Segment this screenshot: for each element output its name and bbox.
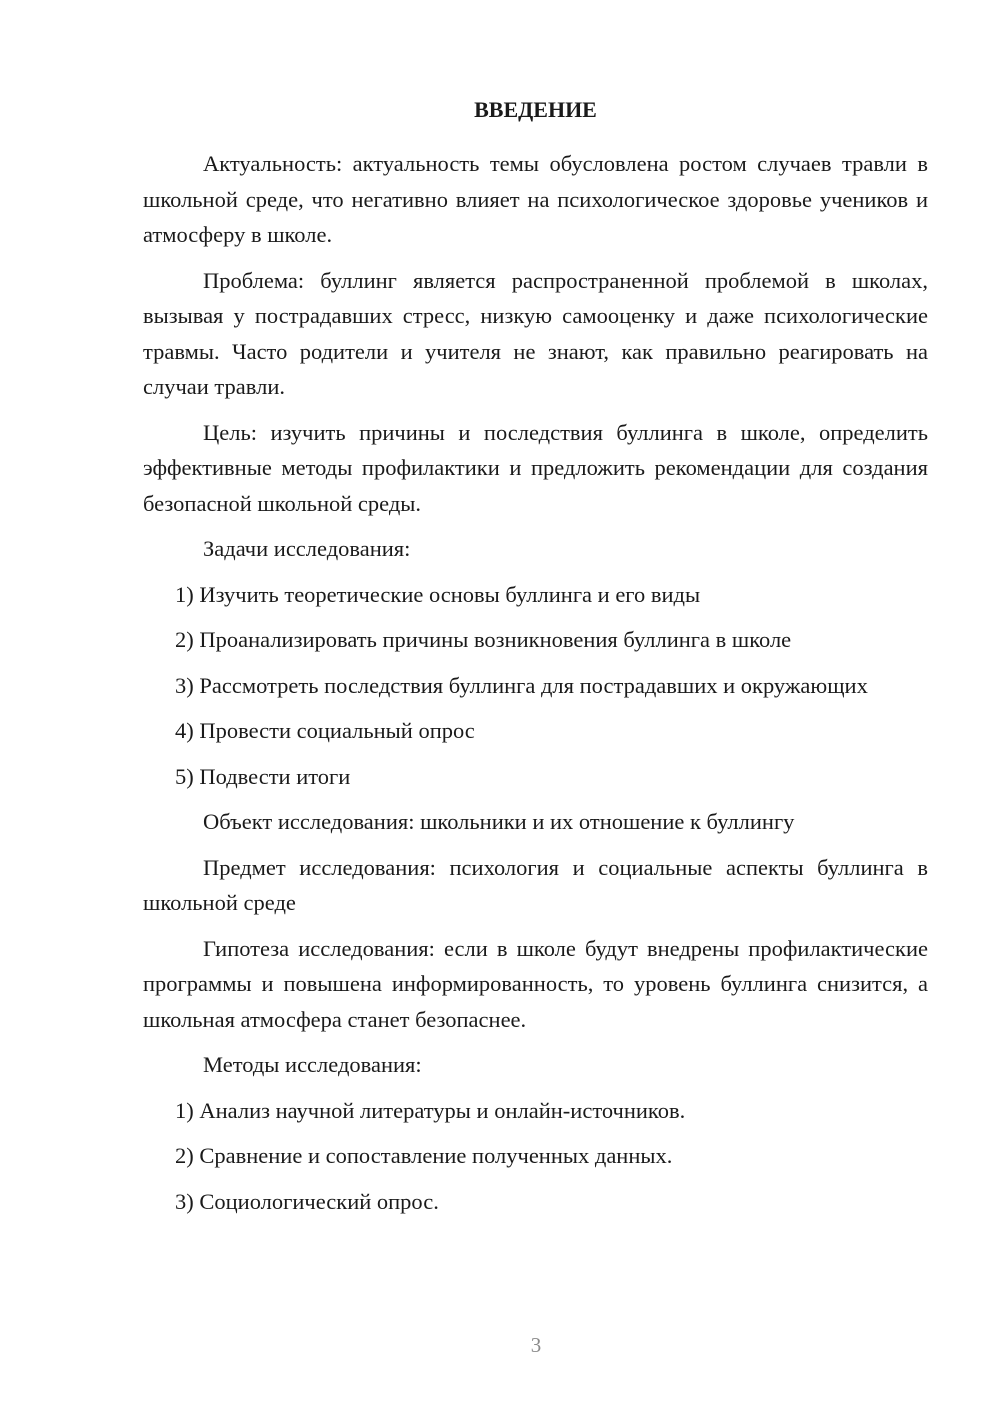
task-item: 4) Провести социальный опрос bbox=[175, 718, 475, 743]
tasks-heading: Задачи исследования: bbox=[203, 536, 411, 561]
section-title: ВВЕДЕНИЕ bbox=[474, 97, 597, 122]
method-item: 3) Социологический опрос. bbox=[175, 1188, 439, 1214]
page-number: 3 bbox=[530, 1333, 542, 1357]
paragraph-problem: Проблема: буллинг является распространенной проблемой в школах, вызывая у пострадавших стресс, низкую самооценку и даже психологические травмы. Часто родители и учителя не знают, как правильно реагировать на случаи травли. bbox=[143, 267, 928, 399]
task-item: 2) Проанализировать причины возникновения буллинга в школе bbox=[175, 627, 792, 652]
paragraph-object: Объект исследования: школьники и их отношение к буллингу bbox=[203, 809, 795, 834]
methods-heading: Методы исследования: bbox=[203, 1052, 422, 1077]
paragraph-hypothesis: Гипотеза исследования: если в школе будут внедрены профилактические программы и повышена информированность, то уровень буллинга снизится, а школьная атмосфера станет безопаснее. bbox=[143, 935, 928, 1032]
task-item: 1) Изучить теоретические основы буллинга и его виды bbox=[175, 581, 701, 607]
paragraph-subject: Предмет исследования: психология и социальные аспекты буллинга в школьной среде bbox=[143, 854, 928, 915]
document-page bbox=[143, 94, 928, 1229]
method-item: 2) Сравнение и сопоставление полученных данных. bbox=[175, 1143, 673, 1168]
method-item: 1) Анализ научной литературы и онлайн-источников. bbox=[175, 1097, 686, 1123]
task-item: 5) Подвести итоги bbox=[175, 763, 351, 789]
task-item: 3) Рассмотреть последствия буллинга для пострадавших и окружающих bbox=[175, 672, 868, 698]
paragraph-relevance: Актуальность: актуальность темы обусловлена ростом случаев травли в школьной среде, что негативно влияет на психологическое здоровье учеников и атмосферу в школе. bbox=[143, 151, 928, 247]
paragraph-goal: Цель: изучить причины и последствия буллинга в школе, определить эффективные методы профилактики и предложить рекомендации для создания безопасной школьной среды. bbox=[143, 419, 928, 516]
